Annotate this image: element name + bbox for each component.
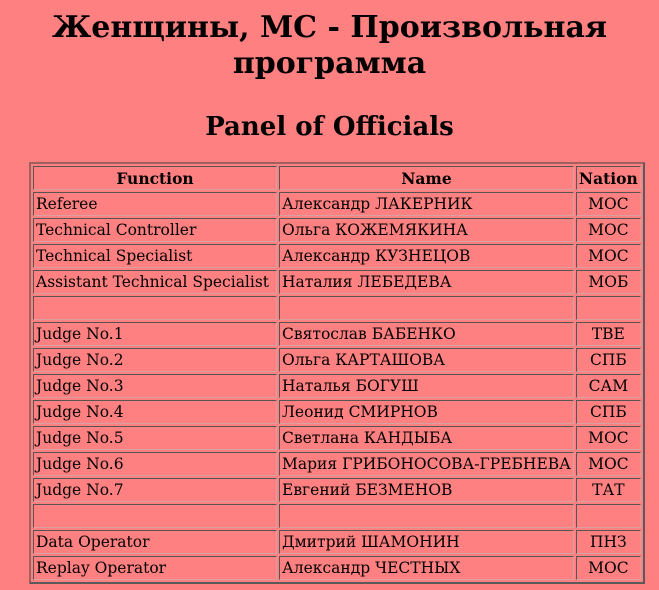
table-row — [33, 192, 641, 216]
cell-name: Светлана КАНДЫБА — [279, 426, 574, 450]
cell-name: Наталья БОГУШ — [279, 374, 574, 398]
cell-nation: ПНЗ — [576, 530, 641, 554]
cell-name — [279, 296, 574, 320]
cell-name: Евгений БЕЗМЕНОВ — [279, 478, 574, 502]
cell-function: Judge No.7 — [33, 478, 277, 502]
cell-nation — [576, 296, 641, 320]
cell-name: Ольга КОЖЕМЯКИНА — [279, 218, 574, 242]
table-row — [33, 556, 641, 580]
table-row — [33, 244, 641, 268]
table-row — [33, 452, 641, 476]
cell-nation: МОС — [576, 192, 641, 216]
cell-name: Мария ГРИБОНОСОВА-ГРЕБНЕВА — [279, 452, 574, 476]
column-header-function: Function — [33, 166, 277, 190]
cell-function: Judge No.5 — [33, 426, 277, 450]
table-row — [33, 218, 641, 242]
cell-function: Judge No.6 — [33, 452, 277, 476]
cell-function: Replay Operator — [33, 556, 277, 580]
column-header-name: Name — [279, 166, 574, 190]
cell-nation: МОБ — [576, 270, 641, 294]
column-header-nation: Nation — [576, 166, 641, 190]
cell-function — [33, 504, 277, 528]
cell-function: Referee — [33, 192, 277, 216]
cell-function: Technical Controller — [33, 218, 277, 242]
cell-function: Judge No.4 — [33, 400, 277, 424]
table-row — [33, 322, 641, 346]
cell-name: Александр ЧЕСТНЫХ — [279, 556, 574, 580]
cell-function — [33, 296, 277, 320]
cell-nation: СПБ — [576, 400, 641, 424]
table-row — [33, 478, 641, 502]
cell-name: Александр КУЗНЕЦОВ — [279, 244, 574, 268]
table-header-row — [33, 166, 641, 190]
cell-name: Дмитрий ШАМОНИН — [279, 530, 574, 554]
table-row — [33, 270, 641, 294]
cell-name: Александр ЛАКЕРНИК — [279, 192, 574, 216]
cell-nation: ТАТ — [576, 478, 641, 502]
cell-name: Наталия ЛЕБЕДЕВА — [279, 270, 574, 294]
table-spacer-row — [33, 296, 641, 320]
cell-name: Святослав БАБЕНКО — [279, 322, 574, 346]
table-row — [33, 374, 641, 398]
table-row — [33, 400, 641, 424]
cell-nation: САМ — [576, 374, 641, 398]
officials-table — [29, 162, 645, 584]
cell-function: Judge No.3 — [33, 374, 277, 398]
cell-name: Леонид СМИРНОВ — [279, 400, 574, 424]
cell-function: Judge No.2 — [33, 348, 277, 372]
cell-function: Judge No.1 — [33, 322, 277, 346]
cell-nation: МОС — [576, 556, 641, 580]
cell-name: Ольга КАРТАШОВА — [279, 348, 574, 372]
table-row — [33, 348, 641, 372]
cell-nation — [576, 504, 641, 528]
cell-nation: МОС — [576, 244, 641, 268]
cell-nation: МОС — [576, 218, 641, 242]
cell-nation: ТВЕ — [576, 322, 641, 346]
cell-function: Assistant Technical Specialist — [33, 270, 277, 294]
cell-nation: СПБ — [576, 348, 641, 372]
table-spacer-row — [33, 504, 641, 528]
table-row — [33, 530, 641, 554]
cell-function: Data Operator — [33, 530, 277, 554]
table-row — [33, 426, 641, 450]
page-title: Женщины, МС - Произвольная программа — [51, 10, 608, 81]
section-title: Panel of Officials — [205, 112, 454, 142]
cell-nation: МОС — [576, 452, 641, 476]
cell-name — [279, 504, 574, 528]
cell-nation: МОС — [576, 426, 641, 450]
cell-function: Technical Specialist — [33, 244, 277, 268]
